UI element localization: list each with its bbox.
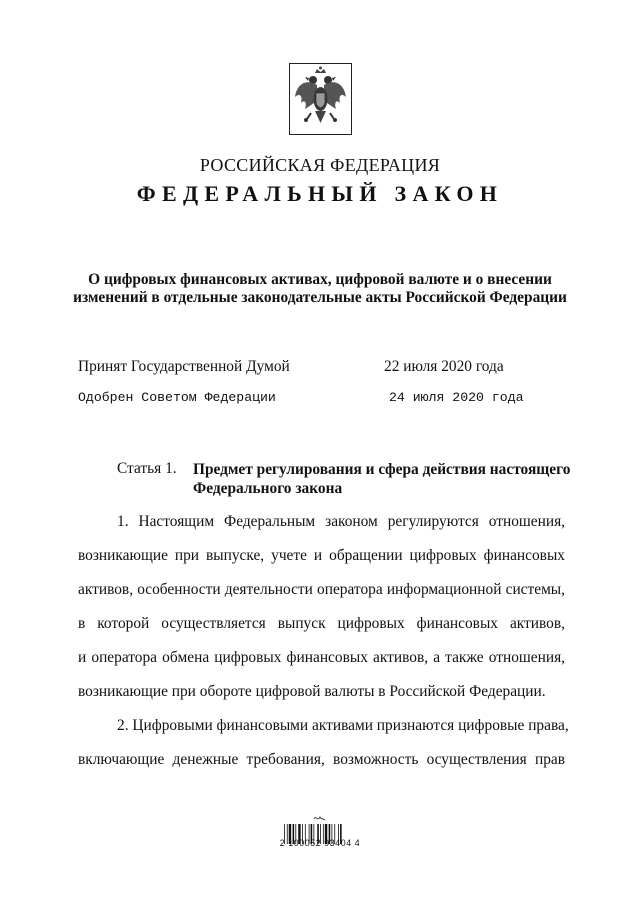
body-line: 1. Настоящим Федеральным законом регулируются отношения, <box>117 513 565 530</box>
council-label: Одобрен Советом Федерации <box>78 390 276 405</box>
coat-of-arms-icon <box>289 63 352 135</box>
body-line: возникающие при выпуске, учете и обращении цифровых финансовых <box>78 547 565 564</box>
body-line: активов, особенности деятельности оператора информационной системы, <box>78 581 565 598</box>
country-heading: РОССИЙСКАЯ ФЕДЕРАЦИЯ <box>199 155 441 175</box>
duma-date: 22 июля 2020 года <box>384 358 504 375</box>
article-title: Предмет регулирования и сфера действия настоящего Федерального закона <box>193 461 571 497</box>
law-type-heading: ФЕДЕРАЛЬНЫЙ ЗАКОН <box>136 181 504 206</box>
council-date: 24 июля 2020 года <box>389 390 524 405</box>
body-line: возникающие при обороте цифровой валюты в Российской Федерации. <box>78 683 546 700</box>
body-line: включающие денежные требования, возможность осуществления прав <box>78 751 565 768</box>
body-line: и оператора обмена цифровых финансовых активов, а также отношения, <box>78 649 565 666</box>
barcode-number: 2 100052 93404 4 <box>279 838 361 848</box>
body-line: 2. Цифровыми финансовыми активами признаются цифровые права, <box>117 717 569 734</box>
duma-label: Принят Государственной Думой <box>78 358 290 375</box>
body-line: в которой осуществляется выпуск цифровых финансовых активов, <box>78 615 565 632</box>
law-title: О цифровых финансовых активах, цифровой валюте и о внесении изменений в отдельные законодательные акты Российской Федерации <box>73 271 567 306</box>
article-label: Статья 1. <box>117 460 177 477</box>
barcode-icon <box>282 814 360 854</box>
